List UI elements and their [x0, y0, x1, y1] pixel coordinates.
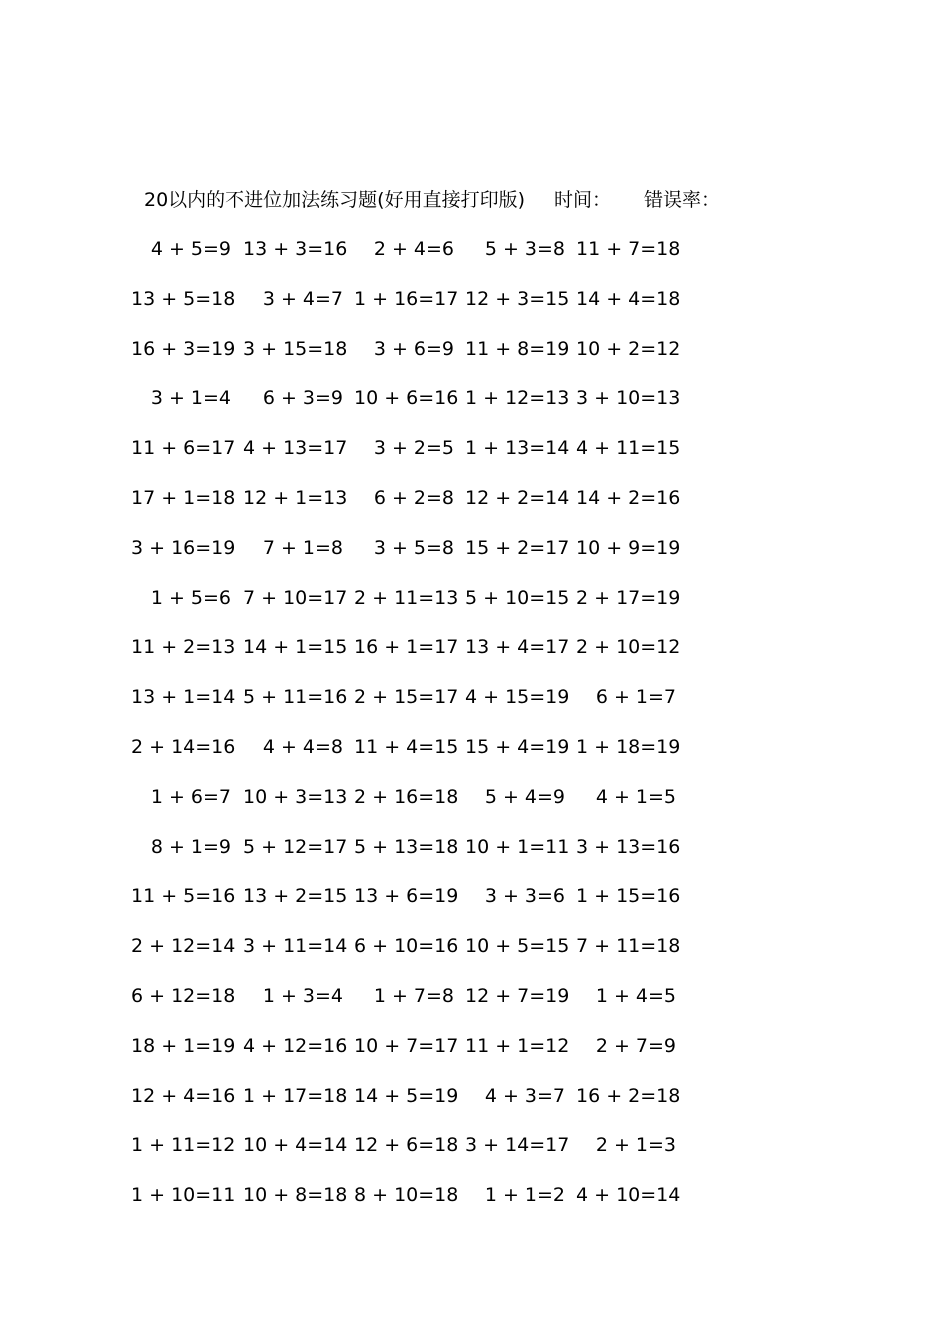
- addition-problem: 1 + 7=8: [373, 985, 454, 1007]
- addition-problem: 2 + 1=3: [595, 1134, 676, 1156]
- addition-problem: 11 + 2=13: [131, 636, 236, 658]
- addition-problem: 7 + 1=8: [262, 537, 343, 559]
- addition-problem: 16 + 1=17: [354, 636, 459, 658]
- addition-problem: 10 + 8=18: [243, 1184, 348, 1206]
- addition-problem: 11 + 1=12: [465, 1035, 570, 1057]
- addition-problem: 13 + 3=16: [243, 238, 348, 260]
- addition-problem: 1 + 18=19: [576, 736, 681, 758]
- addition-problem: 3 + 1=4: [150, 387, 231, 409]
- addition-problem: 1 + 5=6: [150, 587, 231, 609]
- addition-problem: 1 + 16=17: [354, 288, 459, 310]
- addition-problem: 10 + 6=16: [354, 387, 459, 409]
- addition-problem: 14 + 2=16: [576, 487, 681, 509]
- addition-problem: 3 + 16=19: [131, 537, 236, 559]
- addition-problem: 10 + 4=14: [243, 1134, 348, 1156]
- addition-problem: 5 + 3=8: [484, 238, 565, 260]
- addition-problem: 13 + 6=19: [354, 885, 459, 907]
- addition-problem: 11 + 6=17: [131, 437, 236, 459]
- addition-problem: 13 + 4=17: [465, 636, 570, 658]
- addition-problem: 11 + 8=19: [465, 338, 570, 360]
- addition-problem: 3 + 14=17: [465, 1134, 570, 1156]
- addition-problem: 1 + 6=7: [150, 786, 231, 808]
- addition-problem: 2 + 10=12: [576, 636, 681, 658]
- addition-problem: 13 + 5=18: [131, 288, 236, 310]
- addition-problem: 5 + 12=17: [243, 836, 348, 858]
- addition-problem: 12 + 3=15: [465, 288, 570, 310]
- addition-problem: 10 + 5=15: [465, 935, 570, 957]
- addition-problem: 4 + 15=19: [465, 686, 570, 708]
- error-rate-label: 错误率：: [644, 189, 721, 211]
- addition-problem: 4 + 4=8: [262, 736, 343, 758]
- addition-problem: 16 + 2=18: [576, 1085, 681, 1107]
- addition-problem: 11 + 7=18: [576, 238, 681, 260]
- addition-problem: 1 + 13=14: [465, 437, 570, 459]
- addition-problem: 11 + 4=15: [354, 736, 459, 758]
- addition-problem: 2 + 11=13: [354, 587, 459, 609]
- addition-problem: 10 + 7=17: [354, 1035, 459, 1057]
- addition-problem: 4 + 13=17: [243, 437, 348, 459]
- addition-problem: 14 + 5=19: [354, 1085, 459, 1107]
- addition-problem: 3 + 11=14: [243, 935, 348, 957]
- addition-problem: 7 + 10=17: [243, 587, 348, 609]
- addition-problem: 2 + 17=19: [576, 587, 681, 609]
- addition-problem: 3 + 15=18: [243, 338, 348, 360]
- addition-problem: 3 + 4=7: [262, 288, 343, 310]
- addition-problem: 2 + 7=9: [595, 1035, 676, 1057]
- addition-problem: 10 + 9=19: [576, 537, 681, 559]
- addition-problem: 6 + 1=7: [595, 686, 676, 708]
- addition-problem: 6 + 3=9: [262, 387, 343, 409]
- addition-problem: 14 + 4=18: [576, 288, 681, 310]
- addition-problem: 1 + 12=13: [465, 387, 570, 409]
- addition-problem: 12 + 2=14: [465, 487, 570, 509]
- addition-problem: 1 + 11=12: [131, 1134, 236, 1156]
- addition-problem: 1 + 15=16: [576, 885, 681, 907]
- addition-problem: 16 + 3=19: [131, 338, 236, 360]
- addition-problem: 3 + 10=13: [576, 387, 681, 409]
- addition-problem: 12 + 7=19: [465, 985, 570, 1007]
- addition-problem: 5 + 11=16: [243, 686, 348, 708]
- addition-problem: 5 + 10=15: [465, 587, 570, 609]
- addition-problem: 14 + 1=15: [243, 636, 348, 658]
- addition-problem: 3 + 13=16: [576, 836, 681, 858]
- addition-problem: 13 + 2=15: [243, 885, 348, 907]
- addition-problem: 1 + 1=2: [484, 1184, 565, 1206]
- addition-problem: 7 + 11=18: [576, 935, 681, 957]
- worksheet-title: 20以内的不进位加法练习题(好用直接打印版): [144, 189, 526, 211]
- addition-problem: 4 + 12=16: [243, 1035, 348, 1057]
- addition-problem: 12 + 4=16: [131, 1085, 236, 1107]
- addition-problem: 17 + 1=18: [131, 487, 236, 509]
- addition-problem: 1 + 10=11: [131, 1184, 236, 1206]
- addition-problem: 15 + 2=17: [465, 537, 570, 559]
- addition-problem: 1 + 4=5: [595, 985, 676, 1007]
- addition-problem: 4 + 3=7: [484, 1085, 565, 1107]
- addition-problem: 8 + 1=9: [150, 836, 231, 858]
- addition-problem: 13 + 1=14: [131, 686, 236, 708]
- addition-problem: 6 + 10=16: [354, 935, 459, 957]
- addition-problem: 8 + 10=18: [354, 1184, 459, 1206]
- addition-problem: 11 + 5=16: [131, 885, 236, 907]
- addition-problem: 6 + 2=8: [373, 487, 454, 509]
- addition-problem: 18 + 1=19: [131, 1035, 236, 1057]
- addition-problem: 2 + 15=17: [354, 686, 459, 708]
- addition-problem: 3 + 5=8: [373, 537, 454, 559]
- addition-problem: 4 + 1=5: [595, 786, 676, 808]
- addition-problem: 2 + 16=18: [354, 786, 459, 808]
- addition-problem: 4 + 10=14: [576, 1184, 681, 1206]
- addition-problem: 15 + 4=19: [465, 736, 570, 758]
- addition-problem: 5 + 13=18: [354, 836, 459, 858]
- addition-problem: 6 + 12=18: [131, 985, 236, 1007]
- time-label: 时间：: [554, 189, 612, 211]
- addition-problem: 12 + 6=18: [354, 1134, 459, 1156]
- addition-problem: 1 + 17=18: [243, 1085, 348, 1107]
- addition-problem: 3 + 2=5: [373, 437, 454, 459]
- addition-problem: 4 + 5=9: [150, 238, 231, 260]
- addition-problem: 10 + 2=12: [576, 338, 681, 360]
- addition-problem: 4 + 11=15: [576, 437, 681, 459]
- addition-problem: 2 + 12=14: [131, 935, 236, 957]
- addition-problem: 10 + 1=11: [465, 836, 570, 858]
- addition-problem: 3 + 6=9: [373, 338, 454, 360]
- addition-problem: 10 + 3=13: [243, 786, 348, 808]
- addition-problem: 12 + 1=13: [243, 487, 348, 509]
- addition-problem: 2 + 14=16: [131, 736, 236, 758]
- addition-problem: 1 + 3=4: [262, 985, 343, 1007]
- addition-problem: 3 + 3=6: [484, 885, 565, 907]
- addition-problem: 5 + 4=9: [484, 786, 565, 808]
- addition-problem: 2 + 4=6: [373, 238, 454, 260]
